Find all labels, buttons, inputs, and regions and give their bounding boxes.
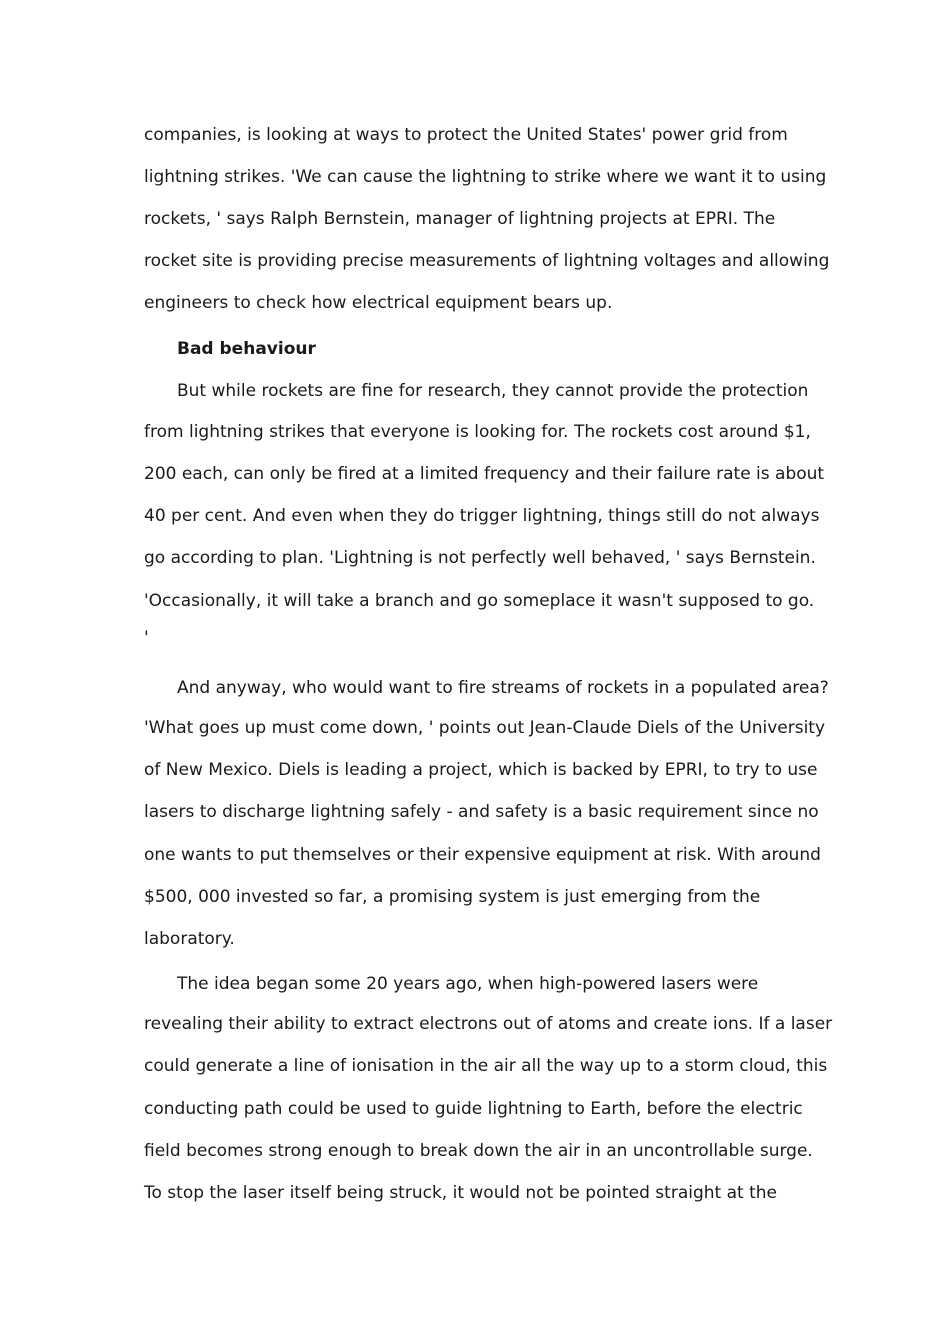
paragraph-2-line: 40 per cent. And even when they do trigger lightning, things still do not always	[144, 506, 820, 526]
paragraph-2-line: '	[144, 628, 149, 648]
paragraph-2-line: from lightning strikes that everyone is looking for. The rockets cost around $1,	[144, 422, 811, 442]
paragraph-2-line: go according to plan. 'Lightning is not perfectly well behaved, ' says Bernstein.	[144, 548, 816, 568]
paragraph-3-line: laboratory.	[144, 929, 235, 949]
paragraph-1-line: rockets, ' says Ralph Bernstein, manager of lightning projects at EPRI. The	[144, 209, 776, 229]
paragraph-3-line: 'What goes up must come down, ' points out Jean-Claude Diels of the University	[144, 718, 826, 738]
paragraph-1-line: engineers to check how electrical equipment bears up.	[144, 293, 613, 313]
paragraph-1-line: lightning strikes. 'We can cause the lightning to strike where we want it to using	[144, 167, 827, 187]
paragraph-3-line: of New Mexico. Diels is leading a project, which is backed by EPRI, to try to use	[144, 760, 818, 780]
paragraph-4-line: could generate a line of ionisation in the air all the way up to a storm cloud, this	[144, 1056, 828, 1076]
paragraph-4-line: To stop the laser itself being struck, it would not be pointed straight at the	[144, 1183, 777, 1203]
section-heading: Bad behaviour	[177, 339, 316, 359]
paragraph-3-line: $500, 000 invested so far, a promising system is just emerging from the	[144, 887, 761, 907]
paragraph-4-line: revealing their ability to extract electrons out of atoms and create ions. If a laser	[144, 1014, 833, 1034]
paragraph-1-line: companies, is looking at ways to protect the United States' power grid from	[144, 125, 788, 145]
paragraph-4-line: conducting path could be used to guide lightning to Earth, before the electric	[144, 1099, 803, 1119]
paragraph-2-line: 200 each, can only be fired at a limited frequency and their failure rate is about	[144, 464, 825, 484]
paragraph-1-line: rocket site is providing precise measurements of lightning voltages and allowing	[144, 251, 830, 271]
paragraph-2-line: But while rockets are fine for research, they cannot provide the protection	[177, 381, 809, 401]
paragraph-4-line: field becomes strong enough to break down the air in an uncontrollable surge.	[144, 1141, 813, 1161]
paragraph-4-line: The idea began some 20 years ago, when high-powered lasers were	[177, 974, 759, 994]
paragraph-3-line: lasers to discharge lightning safely - and safety is a basic requirement since no	[144, 802, 819, 822]
paragraph-3-line: And anyway, who would want to fire streams of rockets in a populated area?	[177, 678, 829, 698]
paragraph-3-line: one wants to put themselves or their expensive equipment at risk. With around	[144, 845, 821, 865]
paragraph-2-line: 'Occasionally, it will take a branch and go someplace it wasn't supposed to go.	[144, 591, 815, 611]
